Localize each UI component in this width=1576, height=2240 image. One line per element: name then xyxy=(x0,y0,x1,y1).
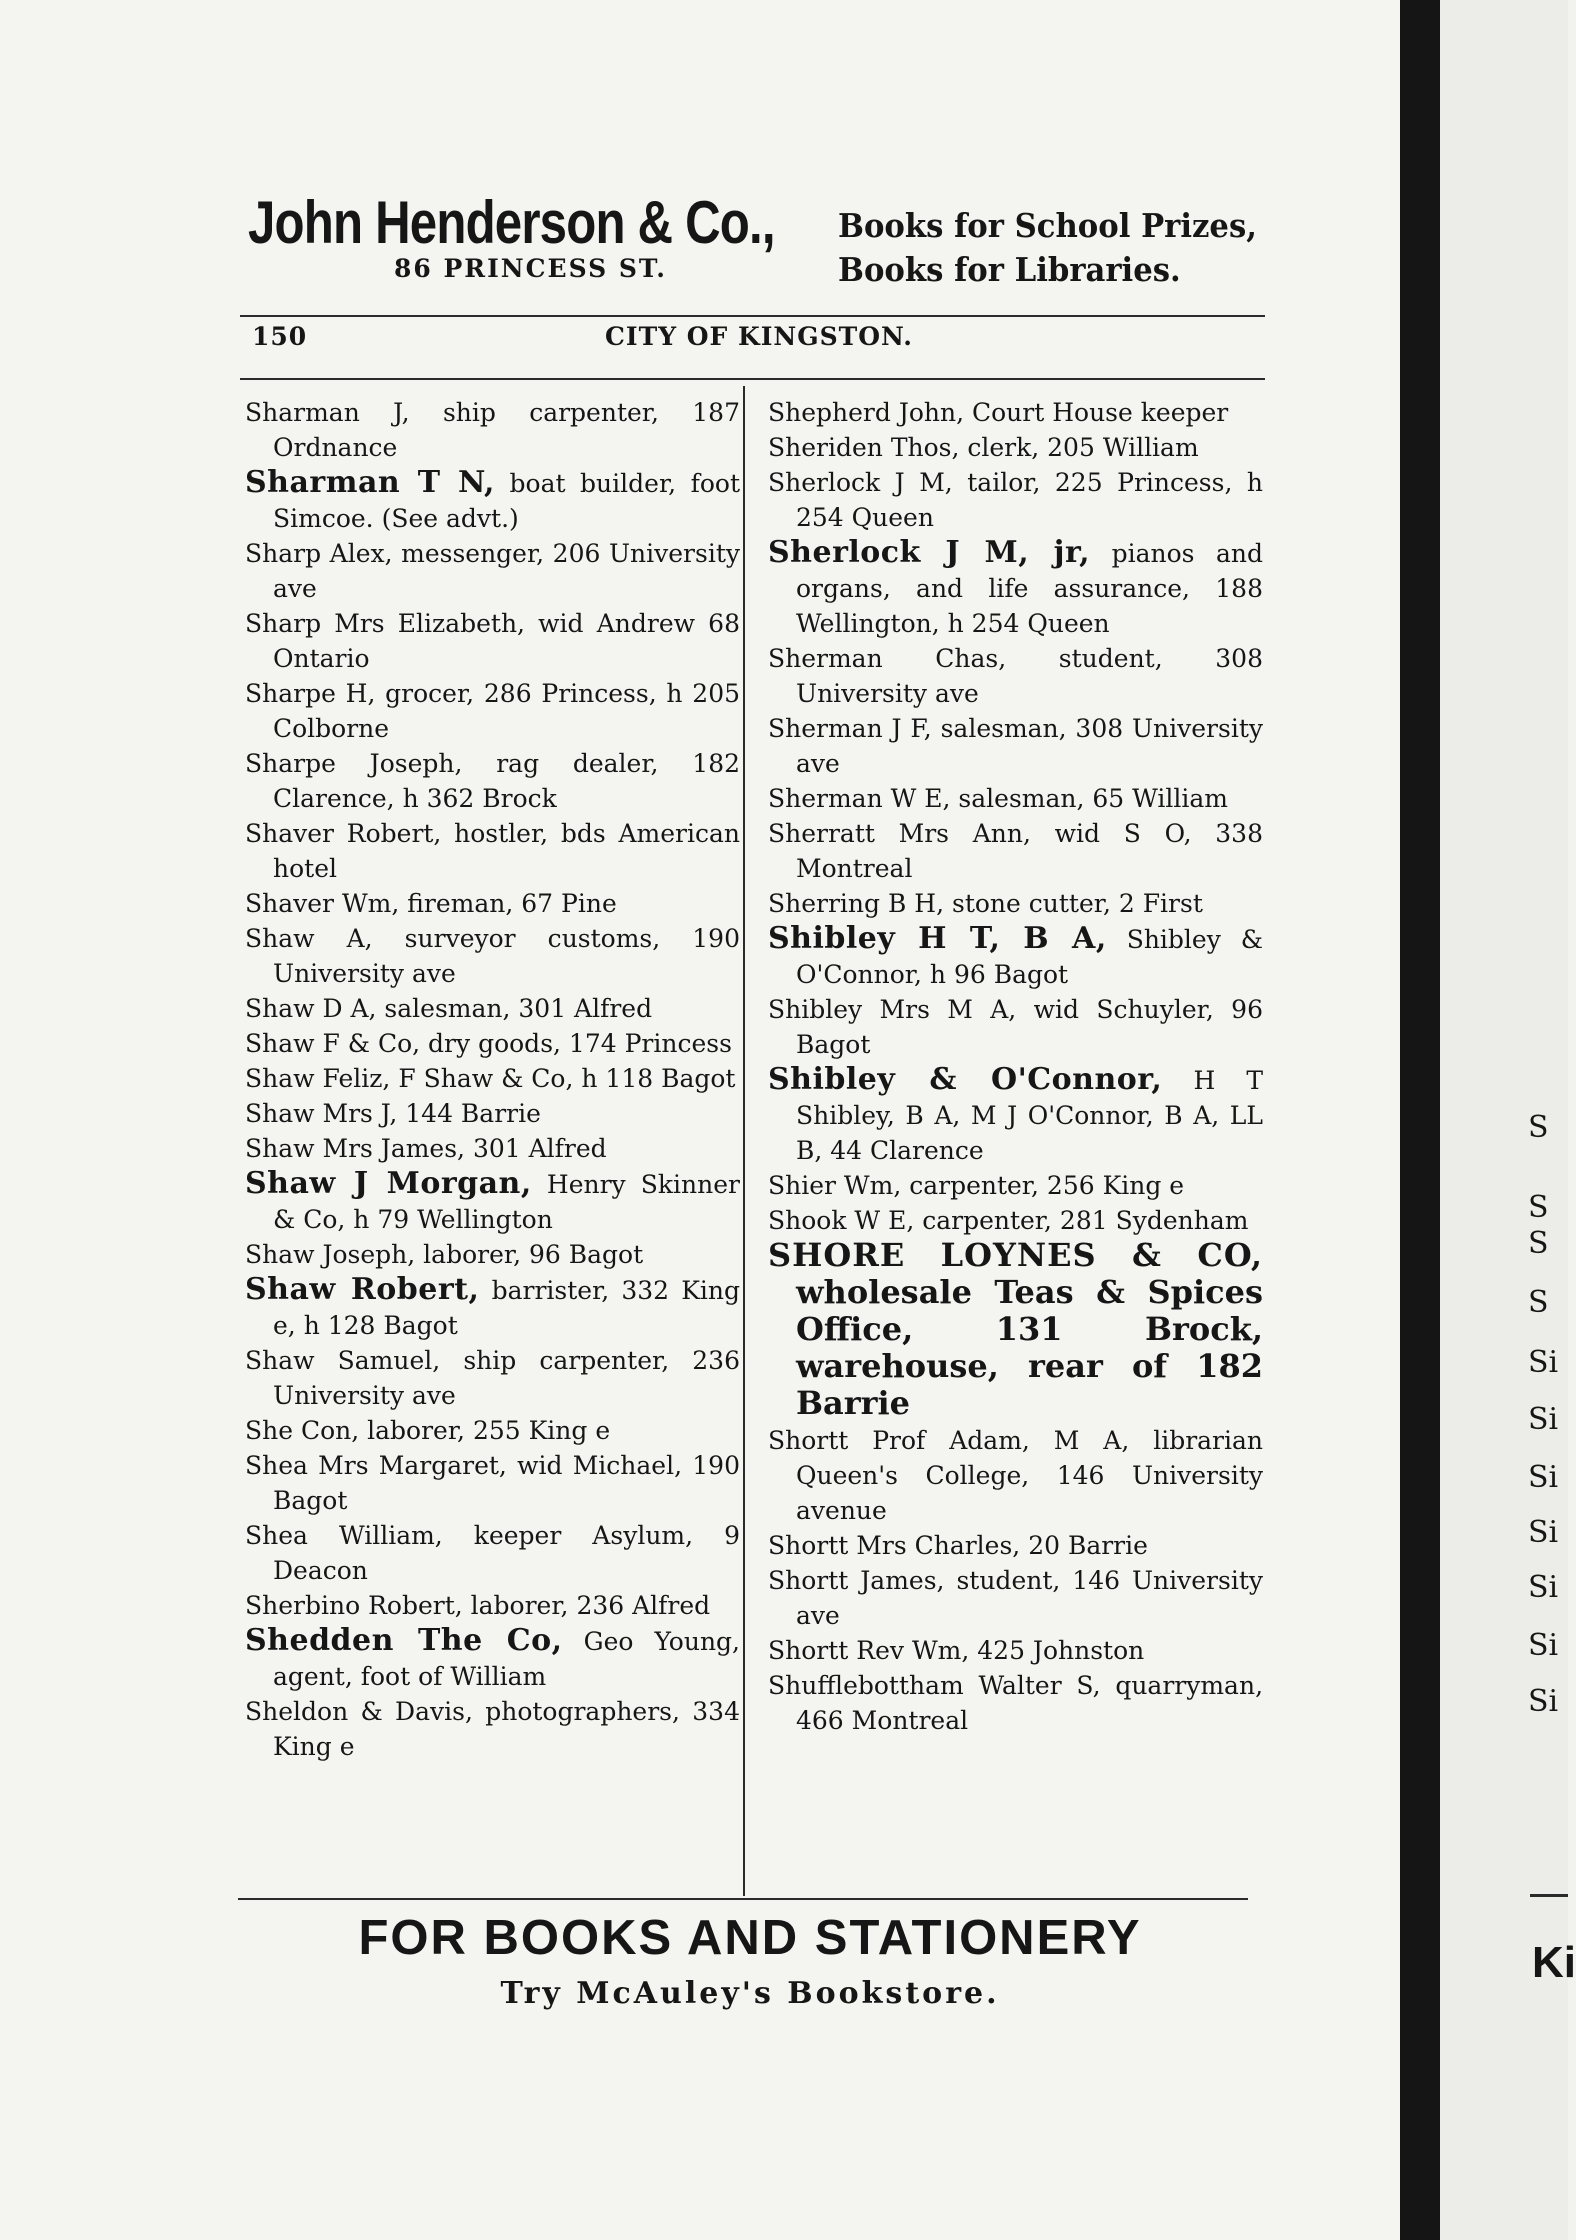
entry-name: Sherring B H, xyxy=(768,889,945,918)
entry-details: rag dealer, 182 Clarence, h 362 Brock xyxy=(273,749,741,813)
entry-details: laborer, 96 Bagot xyxy=(415,1240,644,1269)
entry-details: clerk, 205 William xyxy=(959,433,1199,462)
adjacent-page-edge xyxy=(1440,0,1568,2240)
entry-details: carpenter, 256 King e xyxy=(901,1171,1185,1200)
directory-entry xyxy=(768,816,1263,886)
entry-name: Shedden The Co, xyxy=(245,1623,563,1658)
directory-entry xyxy=(245,1413,740,1448)
directory-column-right xyxy=(768,395,1263,1738)
directory-entry xyxy=(768,1203,1263,1238)
header-advertisement xyxy=(248,188,1278,298)
entry-name: Sharman J, xyxy=(245,398,410,427)
directory-entry xyxy=(245,991,740,1026)
adjacent-page-letter: S xyxy=(1528,1226,1549,1261)
entry-name: She Con, xyxy=(245,1416,360,1445)
directory-entry xyxy=(768,711,1263,781)
entry-name: Sherlock J M, xyxy=(768,468,953,497)
directory-entry xyxy=(768,1633,1263,1668)
entry-details: laborer, 255 King e xyxy=(359,1416,611,1445)
entry-name: Sheriden Thos, xyxy=(768,433,960,462)
advertiser-address: 86 PRINCESS ST. xyxy=(394,254,667,283)
entry-name: Shook W E, xyxy=(768,1206,915,1235)
entry-details: wid Schuyler, 96 Bagot xyxy=(796,995,1263,1059)
directory-entry xyxy=(245,1166,740,1237)
entry-details: photographers, 334 King e xyxy=(273,1697,740,1761)
book-gutter xyxy=(1400,0,1440,2240)
entry-details: keeper Asylum, 9 Deacon xyxy=(273,1521,741,1585)
adjacent-page-letter: Si xyxy=(1528,1460,1559,1495)
directory-entry xyxy=(245,606,740,676)
entry-name: Shufflebottham Walter S, xyxy=(768,1671,1101,1700)
entry-details: salesman, 65 William xyxy=(950,784,1228,813)
entry-details: salesman, 308 University ave xyxy=(796,714,1264,778)
entry-name: Shaw J Morgan, xyxy=(245,1166,532,1201)
entry-details: Shibley & O'Connor, h 96 Bagot xyxy=(796,925,1263,989)
entry-details: Court House keeper xyxy=(964,398,1229,427)
directory-entry xyxy=(245,1623,740,1694)
entry-name: SHORE LOYNES & CO, xyxy=(768,1236,1263,1274)
entry-name: Sherratt Mrs Ann, xyxy=(768,819,1031,848)
directory-entry xyxy=(768,1563,1263,1633)
adjacent-page-letter: Si xyxy=(1528,1684,1559,1719)
entry-name: Shepherd John, xyxy=(768,398,965,427)
running-head-title: CITY OF KINGSTON. xyxy=(605,322,913,351)
entry-name: Shaw Robert, xyxy=(245,1272,480,1307)
entry-name: Shaw Mrs James, xyxy=(245,1134,466,1163)
directory-entry xyxy=(768,1062,1263,1168)
entry-name: Sharp Alex, xyxy=(245,539,393,568)
directory-entry xyxy=(245,1343,740,1413)
entry-details: fireman, 67 Pine xyxy=(399,889,617,918)
entry-details: 425 Johnston xyxy=(969,1636,1145,1665)
entry-name: Shibley Mrs M A, xyxy=(768,995,1017,1024)
entry-name: Sherman W E, xyxy=(768,784,951,813)
entry-name: Shaw Joseph, xyxy=(245,1240,416,1269)
footer-advertisement xyxy=(240,1910,1260,2011)
directory-entry xyxy=(768,465,1263,535)
advertiser-name: John Henderson & Co., xyxy=(248,189,775,256)
entry-details: Henry Skinner & Co, h 79 Wellington xyxy=(273,1170,740,1234)
entry-name: Shaver Robert, xyxy=(245,819,442,848)
entry-details: boat builder, foot Simcoe. (See advt.) xyxy=(273,469,741,533)
entry-name: Shier Wm, xyxy=(768,1171,902,1200)
entry-name: Sherlock J M, jr, xyxy=(768,535,1091,570)
directory-entry xyxy=(245,1026,740,1061)
directory-entry xyxy=(768,781,1263,816)
adjacent-page-letter: S xyxy=(1528,1110,1549,1145)
directory-entry xyxy=(245,1096,740,1131)
directory-entry xyxy=(768,641,1263,711)
entry-details: ship carpenter, 236 University ave xyxy=(273,1346,740,1410)
entry-details: student, 146 University ave xyxy=(796,1566,1263,1630)
entry-details: F Shaw & Co, h 118 Bagot xyxy=(390,1064,736,1093)
directory-entry xyxy=(768,1168,1263,1203)
directory-entry xyxy=(245,746,740,816)
directory-entry xyxy=(245,536,740,606)
footer-ad-subtitle: Try McAuley's Bookstore. xyxy=(500,1976,1000,2011)
entry-name: Sherbino Robert, xyxy=(245,1591,463,1620)
entry-details: H T Shibley, B A, M J O'Connor, B A, LL B, 44 Clarence xyxy=(796,1066,1263,1165)
directory-entry xyxy=(768,886,1263,921)
entry-name: Shaw F & Co, xyxy=(245,1029,421,1058)
directory-column-left xyxy=(245,395,740,1764)
directory-entry xyxy=(768,535,1263,641)
adjacent-page-rule xyxy=(1530,1894,1568,1897)
adjacent-page-footer-fragment: Ki xyxy=(1532,1938,1576,1987)
adjacent-page-letter: S xyxy=(1528,1190,1549,1225)
directory-entry xyxy=(768,395,1263,430)
directory-entry xyxy=(245,1588,740,1623)
entry-details: wid Michael, 190 Bagot xyxy=(273,1451,740,1515)
entry-name: Shortt James, xyxy=(768,1566,945,1595)
entry-details: hostler, bds American hotel xyxy=(273,819,740,883)
entry-details: grocer, 286 Princess, h 205 Colborne xyxy=(273,679,741,743)
entry-details: wholesale Teas & Spices Office, 131 Brock, warehouse, rear of 182 Barrie xyxy=(796,1273,1263,1422)
entry-name: Sherman Chas, xyxy=(768,644,1007,673)
entry-details: tailor, 225 Princess, h 254 Queen xyxy=(796,468,1263,532)
entry-details: student, 308 University ave xyxy=(796,644,1263,708)
entry-name: Sharman T N, xyxy=(245,465,496,500)
entry-details: 301 Alfred xyxy=(465,1134,607,1163)
adjacent-page-letter: Si xyxy=(1528,1628,1559,1663)
adjacent-page-letter: Si xyxy=(1528,1402,1559,1437)
entry-name: Shibley & O'Connor, xyxy=(768,1062,1163,1097)
directory-entry xyxy=(245,1131,740,1166)
entry-name: Shaver Wm, xyxy=(245,889,400,918)
footer-rule xyxy=(238,1898,1248,1900)
entry-details: carpenter, 281 Sydenham xyxy=(914,1206,1249,1235)
directory-entry xyxy=(245,921,740,991)
directory-entry xyxy=(768,1528,1263,1563)
directory-entry xyxy=(245,465,740,536)
entry-name: Shaw Feliz, xyxy=(245,1064,391,1093)
entry-name: Shaw Mrs J, xyxy=(245,1099,398,1128)
entry-details: surveyor customs, 190 University ave xyxy=(273,924,740,988)
entry-name: Sharp Mrs Elizabeth, xyxy=(245,609,525,638)
entry-name: Shortt Rev Wm, xyxy=(768,1636,970,1665)
directory-entry xyxy=(245,1061,740,1096)
entry-name: Sherman J F, xyxy=(768,714,932,743)
entry-details: barrister, 332 King e, h 128 Bagot xyxy=(273,1276,740,1340)
directory-entry xyxy=(768,430,1263,465)
column-divider xyxy=(743,386,745,1896)
directory-entry xyxy=(245,395,740,465)
entry-details: dry goods, 174 Princess xyxy=(420,1029,732,1058)
entry-name: Shea William, xyxy=(245,1521,443,1550)
entry-details: Geo Young, agent, foot of William xyxy=(273,1627,741,1691)
adjacent-page-letter: Si xyxy=(1528,1345,1559,1380)
entry-name: Shea Mrs Margaret, xyxy=(245,1451,507,1480)
directory-entry xyxy=(768,1668,1263,1738)
entry-details: salesman, 301 Alfred xyxy=(376,994,653,1023)
directory-entry xyxy=(768,1423,1263,1528)
entry-details: 20 Barrie xyxy=(1020,1531,1148,1560)
entry-name: Sharpe H, xyxy=(245,679,376,708)
directory-entry xyxy=(245,1237,740,1272)
entry-details: pianos and organs, and life assurance, 188 Wellington, h 254 Queen xyxy=(796,539,1263,638)
adjacent-page-letter: Si xyxy=(1528,1515,1559,1550)
entry-details: librarian Queen's College, 146 University avenue xyxy=(796,1426,1263,1525)
directory-entry xyxy=(768,921,1263,992)
entry-name: Shibley H T, B A, xyxy=(768,921,1107,956)
entry-details: stone cutter, 2 First xyxy=(944,889,1203,918)
entry-name: Shortt Mrs Charles, xyxy=(768,1531,1021,1560)
entry-details: messenger, 206 University ave xyxy=(273,539,740,603)
directory-entry xyxy=(245,886,740,921)
entry-name: Shaw A, xyxy=(245,924,373,953)
directory-entry xyxy=(245,816,740,886)
entry-details: quarryman, 466 Montreal xyxy=(796,1671,1264,1735)
header-rule xyxy=(240,315,1265,317)
adjacent-page-letter: S xyxy=(1528,1285,1549,1320)
entry-details: wid Andrew 68 Ontario xyxy=(273,609,740,673)
directory-entry xyxy=(245,1448,740,1518)
directory-entry xyxy=(768,992,1263,1062)
entry-name: Sheldon & Davis, xyxy=(245,1697,473,1726)
directory-entry xyxy=(245,676,740,746)
ad-tagline-1: Books for School Prizes, xyxy=(838,206,1257,245)
entry-details: 144 Barrie xyxy=(397,1099,541,1128)
entry-details: laborer, 236 Alfred xyxy=(462,1591,711,1620)
entry-name: Shaw D A, xyxy=(245,994,377,1023)
running-head-rule xyxy=(240,378,1265,380)
page-number: 150 xyxy=(252,322,308,351)
directory-entry xyxy=(245,1272,740,1343)
entry-details: ship carpenter, 187 Ordnance xyxy=(273,398,740,462)
footer-ad-title: FOR BOOKS AND STATIONERY xyxy=(358,1911,1142,1965)
ad-tagline-2: Books for Libraries. xyxy=(838,250,1181,289)
directory-entry xyxy=(245,1694,740,1764)
adjacent-page-letter: Si xyxy=(1528,1570,1559,1605)
directory-entry xyxy=(768,1238,1263,1423)
entry-name: Shaw Samuel, xyxy=(245,1346,441,1375)
directory-entry xyxy=(245,1518,740,1588)
entry-name: Shortt Prof Adam, M A, xyxy=(768,1426,1130,1455)
entry-details: wid S O, 338 Montreal xyxy=(796,819,1263,883)
entry-name: Sharpe Joseph, xyxy=(245,749,463,778)
